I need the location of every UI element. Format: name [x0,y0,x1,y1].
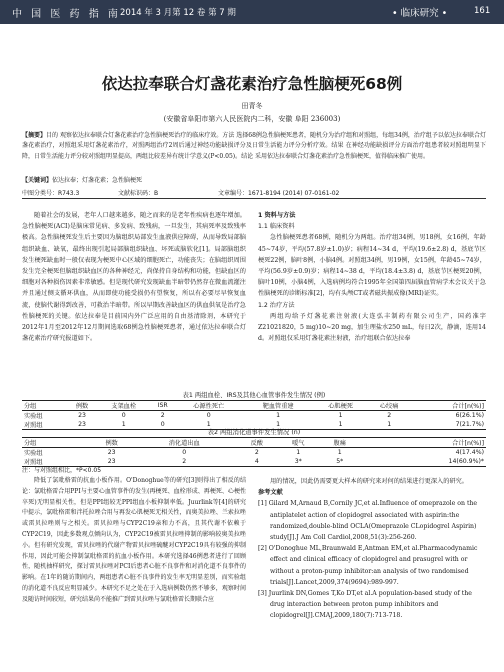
table-cell: 实验组 [24,450,43,457]
table-header-row [22,438,486,448]
table-cell: 5* [319,457,360,467]
conclusion-paragraph: 用的情况，因此仍需要更大样本的研究来对何的结果进行更深入的研究。 [270,478,468,485]
table1 [22,400,486,430]
table-header-row [22,401,486,411]
abstract-label: 【摘要】 [22,132,47,139]
column-header: 支架血栓 [96,401,152,411]
issue-info: 2014 年 3 月第 12 卷 第 7 期 [120,8,236,18]
table1-title: 表1 两组血栓、IRS及其他心血管事件发生情况 (例) [182,392,326,399]
column-header: 嗳气 [278,438,319,448]
table-cell: 0 [151,420,174,430]
discussion-paragraph: 降低了氯吡格雷的抗血小板作用。O'Donoghue等的研究[3]则得出了相反的结论：氯吡格雷合用PPI与主要心血管事件的发生(再梗死、血栓形成、再梗死、心梗性卒死)无明显相关性，但是PPI组较无PPI组血小板抑制率低。Juurlink等[4]的研究中提示，氯吡格雷和泮托拉唑合用与再发心肌梗死无相关性，而奥美拉唑、兰索拉唑或雷贝拉唑则与之相关。雷贝拉唑与CYP2C19亲和力不高，且其代谢不依赖于CYP2C19，因此多数观点倾向认为，CYP2C19被雷贝拉唑抑制的影响较奥美拉唑小。但有研究发现，雷贝拉唑的代谢产物雷贝拉唑硫醚对CYP2C19具有较强的抑制作用，因此可能会抑制氯吡格雷的抗血小板作用。本研究选择46例患者进行了回顾性，随机抽样研究，探讨雷贝拉唑对PCI后患者心脏不良事件和对消化道不良事件的影响。在1年的随访期间内，两组患者心脏不良事件的发生率无明显差别，而实验组的消化道不良反应明显减少。本研究不足之处在于入选病例数仍然不够多，观察时间及随访时间较短，研究结果尚不能推广到雷贝拉唑与氯吡格雷长期联合应 [22,477,246,603]
clinical-data-paragraph: 急性脑梗死患者68例，随机分为两组。治疗组34例，男18例，女16例，年龄45~74岁，平均(57.8岁±1.0)岁；病程14~34 d，平均(19.6±2.8) d，基底节区梗死22例，脑叶8例，小脑4例。对照组34例，男19例，女15例，年龄45~74岁，平均(56.9岁±0.9)岁；病程14~38 d，平均(18.4±3.8) d，基底节区梗死20例，脑叶10例，小脑4例，入选病例均符合1995年全国第四届脑血管病学术会议关于急性脑梗死的诊断标准[2]，均有头颅CT或者磁共振成像(MRI)证实。 [258,234,486,298]
intro-column [22,210,246,344]
clc-number: 中图分类号：R743.3 [22,190,80,197]
table-cell: 4 [236,457,277,467]
page-number: 161 [474,6,491,16]
table-cell: 1 [96,420,152,430]
table-cell: 0 [182,449,187,456]
abstract [22,131,486,162]
keywords-label: 【关键词】 [22,177,53,184]
table-cell: 1 [243,420,312,430]
table-cell: 0 [206,412,211,419]
keywords [22,175,486,184]
table-cell: 23 [68,420,96,430]
section-heading: 1 资料与方法 [258,212,296,219]
table-cell: 1 [296,449,301,456]
column-header: 靶血管重建 [243,401,312,411]
table-cell: 对照组 [22,420,68,430]
references-heading: 参考文献 [258,489,283,497]
reference-item: [3] Juurlink DN,Gomes T,Ko DT,et al.A population-based study of the drug interaction between proton pump inhibitors and clopidogrel[J].CMAJ,2009,180(7):713-718. [258,590,472,620]
methods-column [258,210,486,344]
column-header: 例数 [91,438,132,448]
affiliation: (安徽省阜阳市第六人民医院内二科，安徽 阜阳 236003) [163,115,341,123]
discussion-column [22,476,246,606]
column-header: 例数 [68,401,96,411]
column-header: 合计[n(%)] [360,438,486,448]
column-header: 心绞痛 [368,401,410,411]
table-cell: 对照组 [22,457,91,467]
intro-paragraph: 随着社会的发展，老年人口越来越多，随之而来的是老年性疾病也逐年增加。急性脑梗死(ACI)是脑床常见病、多发病、致残病，一旦发生，其病死率及致残率极高。急性脑梗死发生后主要因为脑组织局部发生血液供应障碍，从而导致局部脑组织缺血、缺氧，最终出现引起局部脑组织缺血、坏死或脑软化[1]。局部脑组织发生梗死缺血时一般仅表现为梗死中心区域的细胞死亡，功能丧失；在脑组织周围发生完全梗死但脑组织缺血区的各种神经元，尚保持自身结构和功能，但缺血区的细胞对各种损伤因素非常敏感。但是现代研究发现缺血半暗带仍然存在微血流灌注并且通过侧支循环供血，从而即使功能受损仍有望恢复，所以有必要尽早恢复血流，使脑代谢得到改善，可救治半暗带。所以早期改善缺血区的供血供氧是治疗急性脑梗死的关键。依达拉奉是目前国内外广泛应用的自由基清除剂，本研究于2012年1月至2012年12月期间选取68例急性脑梗死患者，通过依达拉奉联合灯盏花素治疗研究报道如下。 [22,212,246,343]
column-header: 消化道出血 [132,438,236,448]
column-header: 心源性死亡 [174,401,243,411]
reference-item: [2] O'Donoghue ML,Braunwald E,Antman EM,et al.Pharmacodynamic effect and clinical efficacy of clopidogrel and prasugrel with or without a proton-pump inhibitor:an analysis of two randomised trials[J].Lancet,2009,374(9694):989-997. [258,545,478,586]
author: 田青冬 [241,102,263,110]
abstract-text: 目的 观察依达拉奉联合灯盏花素治疗急性脑梗死治疗的临床疗效。方法 选择68例急性脑梗死患者，随机分为治疗组和对照组，每组34例，治疗组予以依达拉奉联合灯盏花素治疗，对照组采用灯盏花素治疗，对照两组治疗2周后通过神经功能缺损评分及日常生活能力评分分析疗效。结果 在神经功能缺损评分方面治疗组患者较对照组明显下降，日常生活能力评分较对照组明显提高，两组比较差异有统计学意义(P<0.05)。结论 采用依达拉奉联合灯盏花素治疗急性脑梗死，值得临床推广使用。 [22,132,486,160]
document-code: 文献标识码：B [118,190,159,197]
journal-name: 中 国 医 药 指 南 [12,9,121,20]
section-label: • 临床研究 • [392,8,448,19]
article-number: 文章编号：1671-8194 (2014) 07-0161-02 [218,190,340,197]
column-header: 反酸 [236,438,277,448]
table-cell: 1 [338,412,343,419]
table-cell: 23 [107,449,116,456]
subsection-heading: 1.1 临床资料 [258,223,295,231]
keywords-text: 依达拉奉；灯盏花素；急性脑梗死 [52,177,143,184]
table-cell: 1 [174,420,243,430]
column-header: ISR [151,401,174,411]
table-note: 注：与对照组相比，*P<0.05 [22,467,102,474]
treatment-paragraph: 两组均给予灯盏花素注射液(大连弘丰制药有限公司生产，国药准字Z21021820，5 mg)10~20 mg，加生理盐水250 mL，每日2次，静滴，连用14 d。对照组仅采用灯盏花素注射液，治疗组联合依达拉奉 [258,312,486,343]
table2-title: 表2 两组消化道事件发生情况 (n) [207,429,301,436]
subsection-heading: 1.2 治疗方法 [258,301,295,309]
reference-item: [1] Gilard M,Arnaud B,Cornily JC,et al.Influence of omeprazole on the antiplatelet action of clopidogrel associated with aspirin:the randomized,double-blind OCLA(Omeprazole CLopidogrel Aspirin) study[J].J Am Coll Cardiol,2008,51(3):256-260. [258,500,478,542]
table-cell: 1 [368,420,410,430]
table-row [22,448,486,458]
table-cell: 2 [387,412,392,419]
table-cell: 7(21.7%) [410,420,486,430]
table-cell: 14(60.9%)* [360,457,486,467]
table-cell: 2 [254,449,259,456]
table-cell: 6(26.1%) [455,412,484,419]
column-header: 分组 [22,401,68,411]
column-header: 合计[n(%)] [410,401,486,411]
table-cell: 1 [337,449,342,456]
references-column [258,476,486,622]
table-cell: 2 [132,457,236,467]
article-title: 依达拉奉联合灯盏花素治疗急性脑梗死68例 [101,75,403,93]
table-row [22,411,486,421]
table-cell: 实验组 [24,413,43,420]
column-header: 心肌梗死 [313,401,369,411]
column-header: 分组 [22,438,91,448]
divider [22,198,486,199]
column-header: 腹痛 [319,438,360,448]
table-cell: 23 [78,412,86,419]
table-cell: 2 [160,412,165,419]
table-cell: 4(17.4%) [455,449,484,456]
table-cell: 1 [313,420,369,430]
table-cell: 23 [91,457,132,467]
table-cell: 1 [276,412,281,419]
table-cell: 0 [121,412,126,419]
table-cell: 3* [278,457,319,467]
table2 [22,437,486,467]
journal-header-bar [0,0,504,24]
